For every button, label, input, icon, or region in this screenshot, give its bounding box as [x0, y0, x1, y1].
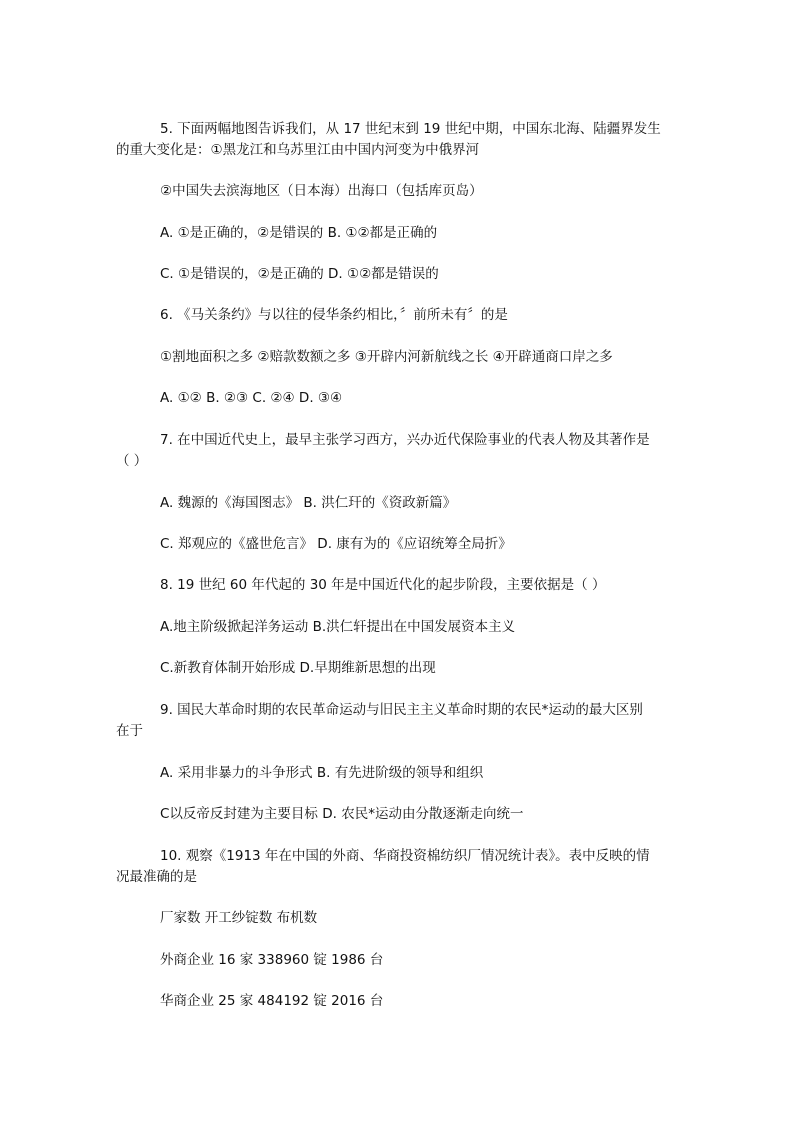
q7-stem-line1: 7. 在中国近代史上，最早主张学习西方，兴办近代保险事业的代表人物及其著作是: [160, 432, 650, 448]
q5-option-ab: A. ①是正确的，②是错误的 B. ①②都是正确的: [160, 225, 438, 241]
q9-stem-line2: 在于: [116, 723, 143, 739]
q9-stem-line1: 9. 国民大革命时期的农民革命运动与旧民主主义革命时期的农民*运动的最大区别: [160, 702, 643, 718]
q10-row-foreign: 外商企业 16 家 338960 锭 1986 台: [160, 952, 384, 968]
q8-option-ab: A.地主阶级掀起洋务运动 B.洪仁轩提出在中国发展资本主义: [160, 619, 516, 635]
q5-stem-line1: 5. 下面两幅地图告诉我们，从 17 世纪末到 19 世纪中期，中国东北海、陆疆界发生: [160, 121, 661, 137]
q5-option-cd: C. ①是错误的，②是正确的 D. ①②都是错误的: [160, 266, 439, 282]
q10-table-header: 厂家数 开工纱锭数 布机数: [160, 910, 318, 926]
q7-option-cd: C. 郑观应的《盛世危言》 D. 康有为的《应诏统筹全局折》: [160, 536, 512, 552]
q10-stem-line1: 10. 观察《1913 年在中国的外商、华商投资棉纺织厂情况统计表》。表中反映的情: [160, 848, 650, 864]
q9-option-ab: A. 采用非暴力的斗争形式 B. 有先进阶级的领导和组织: [160, 765, 484, 781]
q5-stem-line3: ②中国失去滨海地区（日本海）出海口（包括库页岛）: [160, 183, 483, 199]
q6-items: ①割地面积之多 ②赔款数额之多 ③开辟内河新航线之长 ④开辟通商口岸之多: [160, 349, 613, 365]
q6-stem: 6. 《马关条约》与以往的侵华条约相比，〞前所未有〞的是: [160, 307, 508, 323]
q7-stem-line2: （ ）: [116, 453, 148, 469]
q10-stem-line2: 况最准确的是: [116, 869, 197, 885]
q8-option-cd: C.新教育体制开始形成 D.早期维新思想的出现: [160, 660, 436, 676]
q6-options: A. ①② B. ②③ C. ②④ D. ③④: [160, 390, 343, 406]
q5-stem-line2: 的重大变化是：①黑龙江和乌苏里江由中国内河变为中俄界河: [116, 142, 480, 158]
q8-stem: 8. 19 世纪 60 年代起的 30 年是中国近代化的起步阶段，主要依据是（ ）: [160, 577, 606, 593]
q7-option-ab: A. 魏源的《海国图志》 B. 洪仁玕的《资政新篇》: [160, 495, 457, 511]
q10-row-chinese: 华商企业 25 家 484192 锭 2016 台: [160, 993, 384, 1009]
q9-option-cd: C以反帝反封建为主要目标 D. 农民*运动由分散逐渐走向统一: [160, 806, 524, 822]
